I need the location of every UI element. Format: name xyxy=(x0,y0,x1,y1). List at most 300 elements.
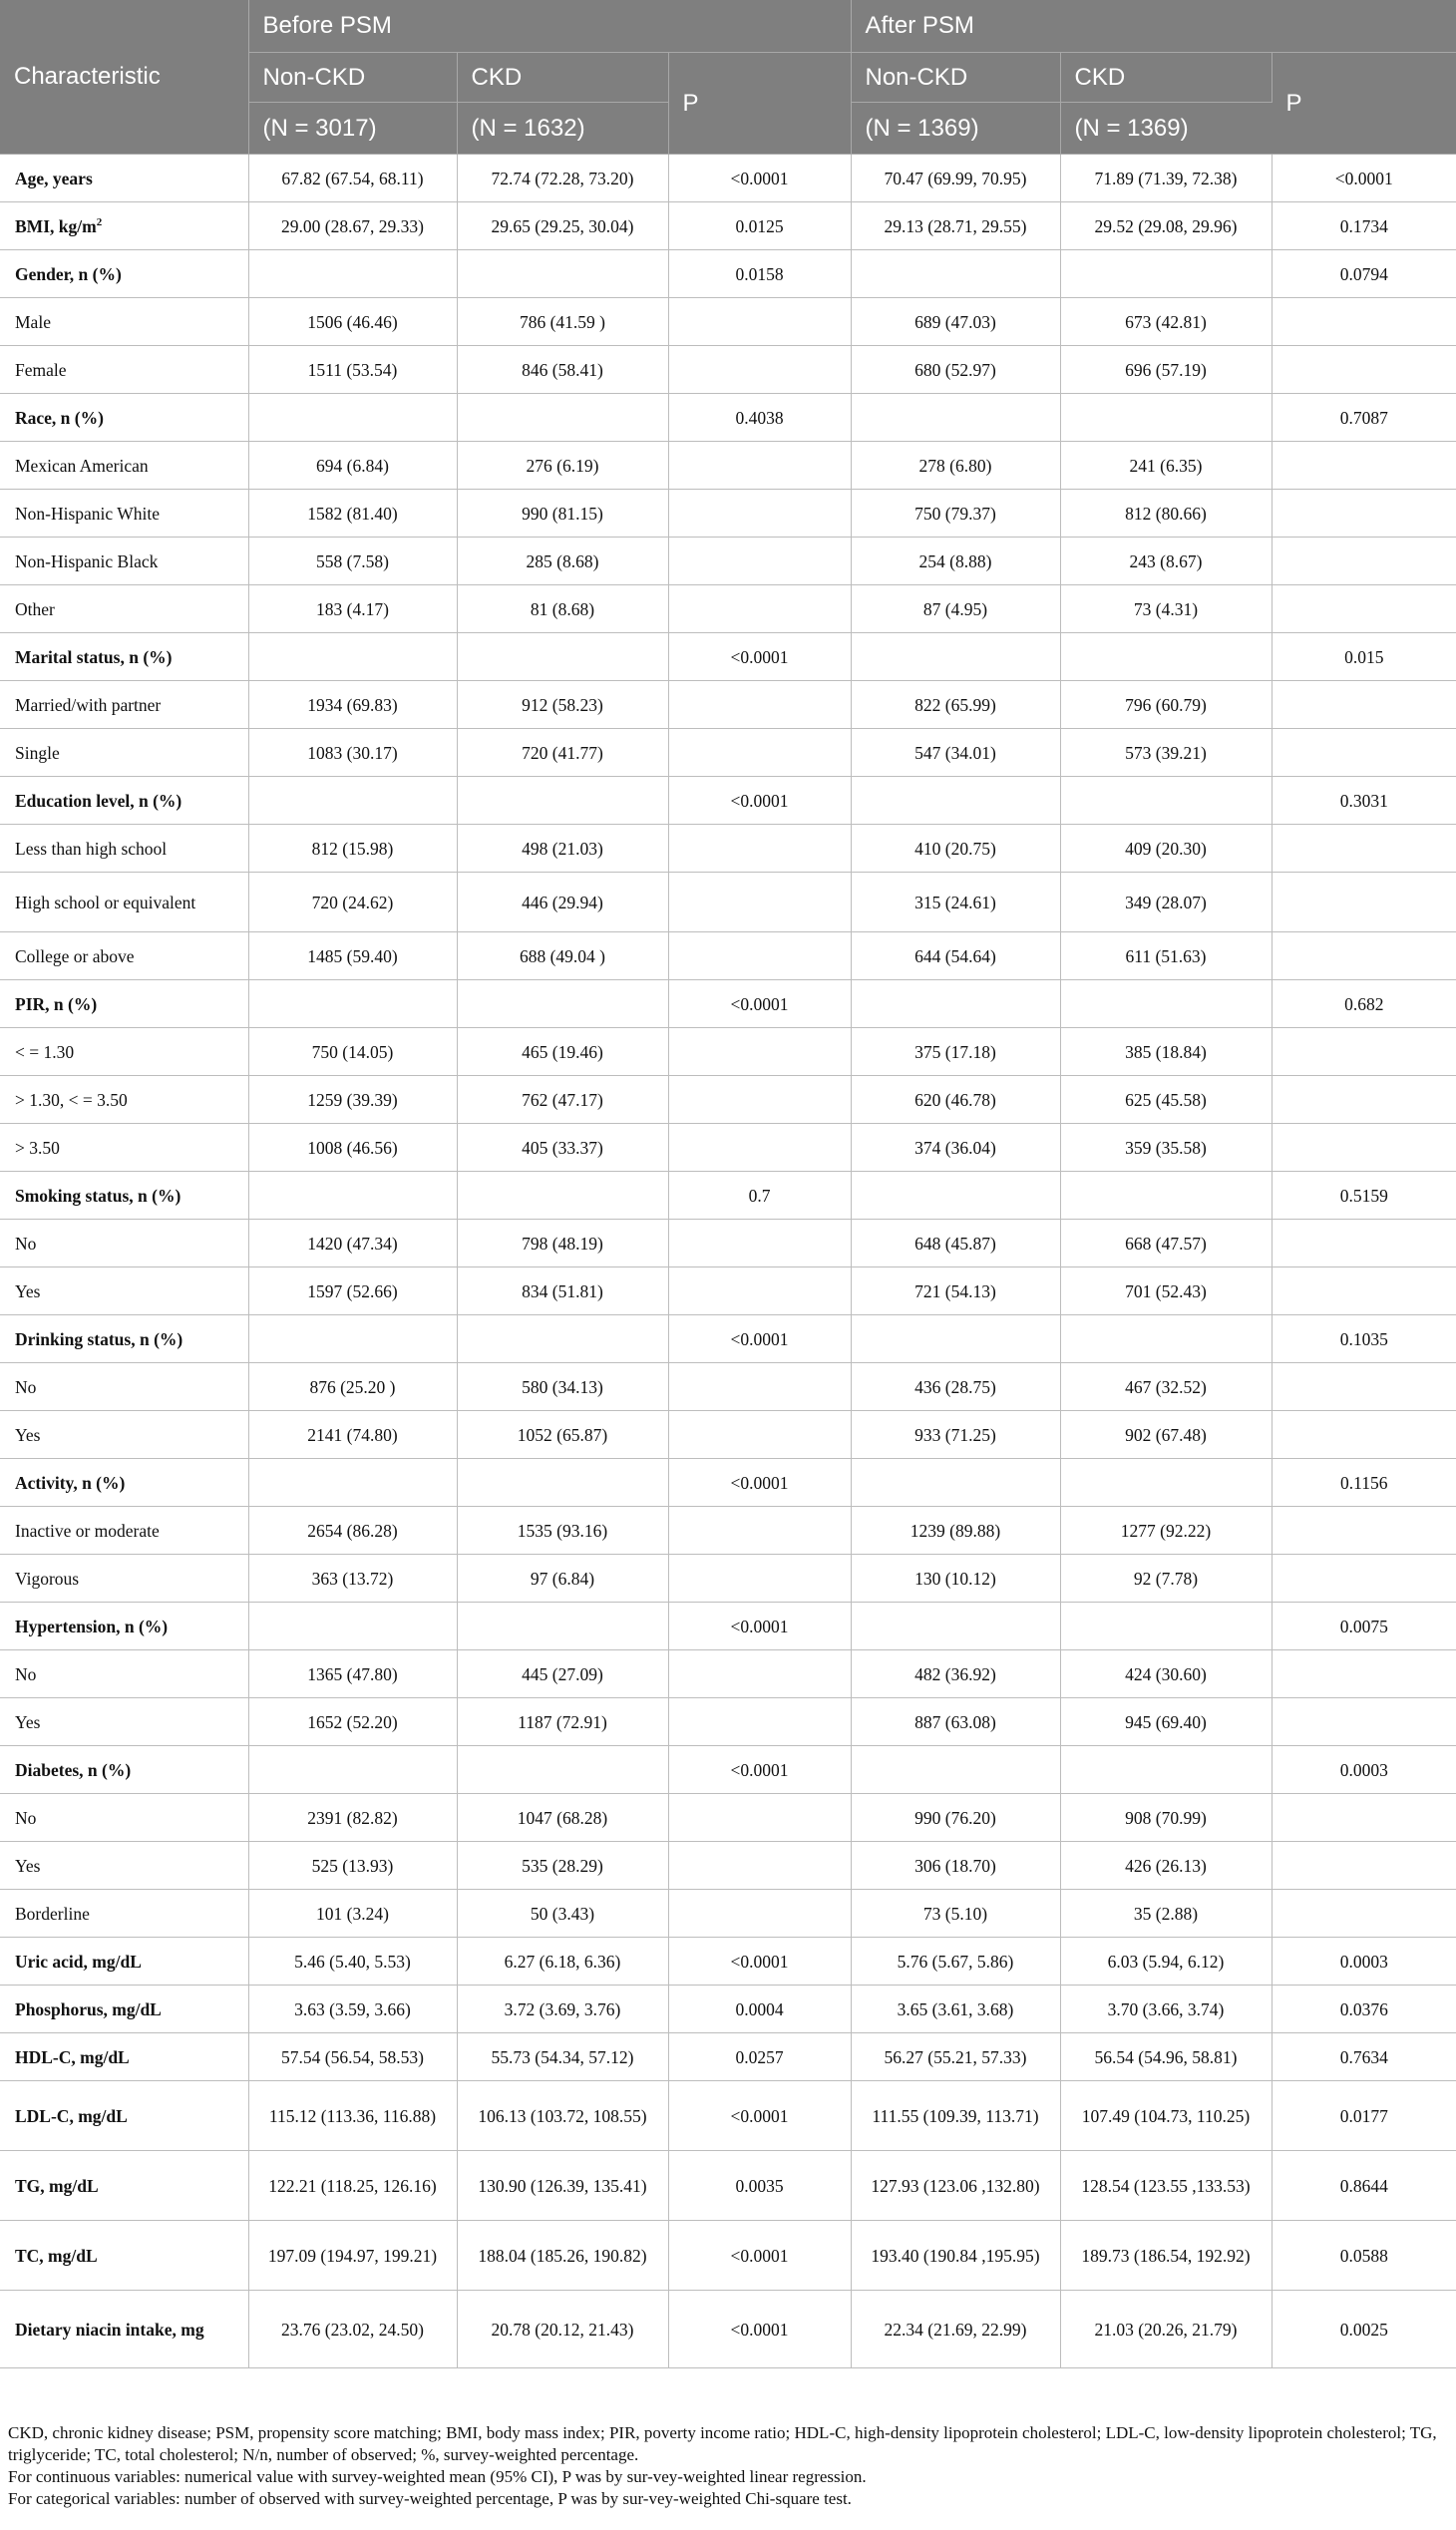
cell-before-ckd xyxy=(457,1315,668,1363)
cell-before-ckd: 720 (41.77) xyxy=(457,729,668,777)
cell-before-non-ckd: 2391 (82.82) xyxy=(248,1794,457,1842)
cell-before-non-ckd: 67.82 (67.54, 68.11) xyxy=(248,155,457,202)
cell-after-p xyxy=(1272,729,1456,777)
table-row xyxy=(0,1172,1456,1220)
table-row xyxy=(0,980,1456,1028)
cell-before-non-ckd: 558 (7.58) xyxy=(248,538,457,585)
bmi-label-text: BMI, kg/m xyxy=(15,215,97,236)
cell-before-ckd: 29.65 (29.25, 30.04) xyxy=(457,202,668,250)
cell-before-non-ckd: 1420 (47.34) xyxy=(248,1220,457,1267)
cell-after-non-ckd xyxy=(851,777,1060,825)
cell-after-non-ckd: 254 (8.88) xyxy=(851,538,1060,585)
row-label: Smoking status, n (%) xyxy=(0,1172,248,1220)
cell-before-non-ckd: 812 (15.98) xyxy=(248,825,457,873)
cell-before-ckd xyxy=(457,394,668,442)
cell-after-ckd: 701 (52.43) xyxy=(1060,1267,1272,1315)
row-label: Hypertension, n (%) xyxy=(0,1603,248,1650)
table-row xyxy=(0,1746,1456,1794)
cell-after-non-ckd xyxy=(851,1459,1060,1507)
row-label: Single xyxy=(0,729,248,777)
cell-after-non-ckd xyxy=(851,1603,1060,1650)
cell-after-non-ckd: 3.65 (3.61, 3.68) xyxy=(851,1986,1060,2033)
table-row xyxy=(0,1124,1456,1172)
cell-before-ckd: 285 (8.68) xyxy=(457,538,668,585)
cell-before-non-ckd: 750 (14.05) xyxy=(248,1028,457,1076)
cell-after-non-ckd xyxy=(851,394,1060,442)
cell-after-ckd: 668 (47.57) xyxy=(1060,1220,1272,1267)
table-row xyxy=(0,1315,1456,1363)
cell-before-ckd: 990 (81.15) xyxy=(457,490,668,538)
row-label: Yes xyxy=(0,1267,248,1315)
header-characteristic: Characteristic xyxy=(0,0,248,155)
cell-before-non-ckd: 1259 (39.39) xyxy=(248,1076,457,1124)
cell-before-ckd xyxy=(457,1459,668,1507)
row-label: Marital status, n (%) xyxy=(0,633,248,681)
cell-before-p xyxy=(668,729,851,777)
cell-before-p xyxy=(668,1267,851,1315)
cell-after-ckd: 796 (60.79) xyxy=(1060,681,1272,729)
cell-before-p xyxy=(668,1363,851,1411)
cell-before-ckd: 130.90 (126.39, 135.41) xyxy=(457,2151,668,2221)
cell-before-ckd xyxy=(457,633,668,681)
cell-after-ckd: 902 (67.48) xyxy=(1060,1411,1272,1459)
cell-after-ckd xyxy=(1060,394,1272,442)
cell-after-ckd xyxy=(1060,1746,1272,1794)
row-label: Age, years xyxy=(0,155,248,202)
cell-after-non-ckd: 689 (47.03) xyxy=(851,298,1060,346)
cell-before-p xyxy=(668,1220,851,1267)
cell-before-ckd xyxy=(457,1603,668,1650)
cell-before-non-ckd: 1083 (30.17) xyxy=(248,729,457,777)
header-after-psm: After PSM xyxy=(851,0,1456,53)
cell-before-p: <0.0001 xyxy=(668,777,851,825)
row-label: No xyxy=(0,1794,248,1842)
row-label: No xyxy=(0,1650,248,1698)
cell-after-p xyxy=(1272,490,1456,538)
cell-before-p: <0.0001 xyxy=(668,2221,851,2291)
cell-before-p xyxy=(668,538,851,585)
cell-after-p xyxy=(1272,1890,1456,1938)
table-row xyxy=(0,1076,1456,1124)
table-header xyxy=(0,0,1456,155)
cell-after-p: 0.1734 xyxy=(1272,202,1456,250)
cell-before-non-ckd: 1597 (52.66) xyxy=(248,1267,457,1315)
header-after-ckd-n: (N = 1369) xyxy=(1060,103,1272,155)
row-label: Diabetes, n (%) xyxy=(0,1746,248,1794)
row-label: Married/with partner xyxy=(0,681,248,729)
cell-before-ckd: 1052 (65.87) xyxy=(457,1411,668,1459)
header-before-psm: Before PSM xyxy=(248,0,851,53)
cell-before-non-ckd: 122.21 (118.25, 126.16) xyxy=(248,2151,457,2221)
cell-before-p xyxy=(668,1411,851,1459)
table-row xyxy=(0,2033,1456,2081)
table-row xyxy=(0,1411,1456,1459)
table-row xyxy=(0,1698,1456,1746)
cell-before-ckd: 580 (34.13) xyxy=(457,1363,668,1411)
cell-before-p: 0.4038 xyxy=(668,394,851,442)
cell-after-non-ckd: 822 (65.99) xyxy=(851,681,1060,729)
cell-before-non-ckd: 1511 (53.54) xyxy=(248,346,457,394)
table-body xyxy=(0,155,1456,2368)
table-row xyxy=(0,1267,1456,1315)
cell-after-non-ckd: 887 (63.08) xyxy=(851,1698,1060,1746)
table-row xyxy=(0,2221,1456,2291)
cell-before-non-ckd: 29.00 (28.67, 29.33) xyxy=(248,202,457,250)
cell-before-non-ckd: 23.76 (23.02, 24.50) xyxy=(248,2291,457,2368)
cell-after-ckd: 73 (4.31) xyxy=(1060,585,1272,633)
cell-before-ckd xyxy=(457,250,668,298)
cell-before-p: 0.0158 xyxy=(668,250,851,298)
cell-after-ckd: 424 (30.60) xyxy=(1060,1650,1272,1698)
cell-before-p xyxy=(668,490,851,538)
cell-before-ckd: 81 (8.68) xyxy=(457,585,668,633)
cell-after-p xyxy=(1272,1507,1456,1555)
row-label: Phosphorus, mg/dL xyxy=(0,1986,248,2033)
cell-after-p xyxy=(1272,1650,1456,1698)
cell-before-non-ckd: 1652 (52.20) xyxy=(248,1698,457,1746)
cell-after-p xyxy=(1272,585,1456,633)
cell-after-p: 0.0025 xyxy=(1272,2291,1456,2368)
table-row xyxy=(0,1794,1456,1842)
cell-after-non-ckd: 620 (46.78) xyxy=(851,1076,1060,1124)
table-row xyxy=(0,1507,1456,1555)
cell-after-ckd: 611 (51.63) xyxy=(1060,932,1272,980)
cell-after-p xyxy=(1272,538,1456,585)
cell-before-non-ckd: 101 (3.24) xyxy=(248,1890,457,1938)
table-row xyxy=(0,932,1456,980)
cell-after-p: 0.682 xyxy=(1272,980,1456,1028)
cell-after-non-ckd: 278 (6.80) xyxy=(851,442,1060,490)
row-label: Other xyxy=(0,585,248,633)
table-row xyxy=(0,1986,1456,2033)
cell-after-ckd: 35 (2.88) xyxy=(1060,1890,1272,1938)
cell-before-ckd: 1535 (93.16) xyxy=(457,1507,668,1555)
cell-before-ckd xyxy=(457,980,668,1028)
cell-before-ckd: 762 (47.17) xyxy=(457,1076,668,1124)
table-row xyxy=(0,490,1456,538)
row-label: < = 1.30 xyxy=(0,1028,248,1076)
cell-after-p: 0.0003 xyxy=(1272,1938,1456,1986)
cell-before-p: <0.0001 xyxy=(668,2081,851,2151)
cell-before-p xyxy=(668,1698,851,1746)
table-row xyxy=(0,729,1456,777)
cell-before-p: <0.0001 xyxy=(668,1603,851,1650)
cell-before-ckd: 798 (48.19) xyxy=(457,1220,668,1267)
table-row xyxy=(0,2081,1456,2151)
cell-before-p: <0.0001 xyxy=(668,980,851,1028)
cell-before-p xyxy=(668,1650,851,1698)
cell-before-non-ckd xyxy=(248,1603,457,1650)
cell-after-non-ckd: 193.40 (190.84 ,195.95) xyxy=(851,2221,1060,2291)
header-before-non-ckd-n: (N = 3017) xyxy=(248,103,457,155)
row-label: No xyxy=(0,1363,248,1411)
cell-after-non-ckd: 410 (20.75) xyxy=(851,825,1060,873)
row-label: Less than high school xyxy=(0,825,248,873)
cell-before-non-ckd: 115.12 (113.36, 116.88) xyxy=(248,2081,457,2151)
table-footnotes xyxy=(8,2422,1449,2510)
table-row xyxy=(0,1938,1456,1986)
cell-after-p: 0.0588 xyxy=(1272,2221,1456,2291)
row-label: PIR, n (%) xyxy=(0,980,248,1028)
row-label: Mexican American xyxy=(0,442,248,490)
cell-after-p: 0.0003 xyxy=(1272,1746,1456,1794)
cell-before-non-ckd xyxy=(248,1746,457,1794)
header-after-ckd: CKD xyxy=(1060,53,1272,103)
cell-after-non-ckd: 73 (5.10) xyxy=(851,1890,1060,1938)
row-label: College or above xyxy=(0,932,248,980)
cell-before-p: <0.0001 xyxy=(668,1459,851,1507)
cell-after-p: 0.0075 xyxy=(1272,1603,1456,1650)
cell-before-non-ckd xyxy=(248,250,457,298)
header-before-ckd-n: (N = 1632) xyxy=(457,103,668,155)
cell-after-non-ckd: 70.47 (69.99, 70.95) xyxy=(851,155,1060,202)
cell-after-p xyxy=(1272,825,1456,873)
cell-after-non-ckd xyxy=(851,250,1060,298)
cell-after-p xyxy=(1272,1363,1456,1411)
cell-after-p: 0.0376 xyxy=(1272,1986,1456,2033)
cell-after-p xyxy=(1272,1124,1456,1172)
cell-before-non-ckd xyxy=(248,633,457,681)
cell-after-p: 0.5159 xyxy=(1272,1172,1456,1220)
row-label: No xyxy=(0,1220,248,1267)
row-label: TG, mg/dL xyxy=(0,2151,248,2221)
cell-before-p: <0.0001 xyxy=(668,1315,851,1363)
cell-before-non-ckd xyxy=(248,1459,457,1507)
cell-before-non-ckd xyxy=(248,394,457,442)
cell-before-ckd: 188.04 (185.26, 190.82) xyxy=(457,2221,668,2291)
cell-before-non-ckd: 1582 (81.40) xyxy=(248,490,457,538)
cell-before-non-ckd: 694 (6.84) xyxy=(248,442,457,490)
cell-before-p: 0.0004 xyxy=(668,1986,851,2033)
cell-after-p xyxy=(1272,873,1456,932)
cell-after-ckd: 945 (69.40) xyxy=(1060,1698,1272,1746)
cell-before-ckd: 3.72 (3.69, 3.76) xyxy=(457,1986,668,2033)
cell-before-p xyxy=(668,346,851,394)
cell-after-non-ckd xyxy=(851,1172,1060,1220)
cell-after-p: 0.1156 xyxy=(1272,1459,1456,1507)
row-label: Vigorous xyxy=(0,1555,248,1603)
cell-before-ckd: 786 (41.59 ) xyxy=(457,298,668,346)
cell-before-p xyxy=(668,1507,851,1555)
cell-after-non-ckd: 644 (54.64) xyxy=(851,932,1060,980)
cell-before-non-ckd: 525 (13.93) xyxy=(248,1842,457,1890)
row-label: HDL-C, mg/dL xyxy=(0,2033,248,2081)
cell-before-p: <0.0001 xyxy=(668,155,851,202)
table-row xyxy=(0,633,1456,681)
cell-before-ckd: 1047 (68.28) xyxy=(457,1794,668,1842)
cell-after-p: 0.015 xyxy=(1272,633,1456,681)
header-after-non-ckd-n: (N = 1369) xyxy=(851,103,1060,155)
table-row xyxy=(0,538,1456,585)
cell-before-non-ckd xyxy=(248,777,457,825)
cell-after-p xyxy=(1272,1220,1456,1267)
cell-before-ckd: 106.13 (103.72, 108.55) xyxy=(457,2081,668,2151)
cell-after-non-ckd: 990 (76.20) xyxy=(851,1794,1060,1842)
cell-after-ckd: 1277 (92.22) xyxy=(1060,1507,1272,1555)
cell-before-non-ckd xyxy=(248,1315,457,1363)
cell-before-non-ckd: 363 (13.72) xyxy=(248,1555,457,1603)
cell-before-p xyxy=(668,1890,851,1938)
table-row xyxy=(0,1459,1456,1507)
table-row xyxy=(0,1842,1456,1890)
cell-after-non-ckd: 111.55 (109.39, 113.71) xyxy=(851,2081,1060,2151)
cell-after-p xyxy=(1272,681,1456,729)
cell-before-p xyxy=(668,1842,851,1890)
cell-after-p xyxy=(1272,298,1456,346)
cell-after-ckd xyxy=(1060,633,1272,681)
header-before-non-ckd: Non-CKD xyxy=(248,53,457,103)
row-label: Activity, n (%) xyxy=(0,1459,248,1507)
cell-after-ckd: 409 (20.30) xyxy=(1060,825,1272,873)
cell-before-ckd: 276 (6.19) xyxy=(457,442,668,490)
cell-after-non-ckd: 374 (36.04) xyxy=(851,1124,1060,1172)
cell-after-p xyxy=(1272,346,1456,394)
cell-after-non-ckd: 680 (52.97) xyxy=(851,346,1060,394)
table-row xyxy=(0,1220,1456,1267)
footnote-categorical: For categorical variables: number of observed with survey-weighted percentage, P was by sur-vey-weighted Chi-square test. xyxy=(8,2489,852,2508)
cell-after-ckd: 29.52 (29.08, 29.96) xyxy=(1060,202,1272,250)
cell-after-p xyxy=(1272,1842,1456,1890)
row-label: Non-Hispanic White xyxy=(0,490,248,538)
cell-before-p: 0.0257 xyxy=(668,2033,851,2081)
cell-before-ckd xyxy=(457,1172,668,1220)
row-label: Female xyxy=(0,346,248,394)
cell-after-non-ckd: 315 (24.61) xyxy=(851,873,1060,932)
cell-before-non-ckd xyxy=(248,1172,457,1220)
cell-after-p: 0.3031 xyxy=(1272,777,1456,825)
cell-before-non-ckd: 720 (24.62) xyxy=(248,873,457,932)
cell-before-non-ckd: 3.63 (3.59, 3.66) xyxy=(248,1986,457,2033)
row-label: Borderline xyxy=(0,1890,248,1938)
cell-after-non-ckd: 482 (36.92) xyxy=(851,1650,1060,1698)
cell-before-non-ckd: 1506 (46.46) xyxy=(248,298,457,346)
cell-after-ckd: 241 (6.35) xyxy=(1060,442,1272,490)
cell-before-ckd: 688 (49.04 ) xyxy=(457,932,668,980)
cell-before-p xyxy=(668,1076,851,1124)
cell-before-ckd: 55.73 (54.34, 57.12) xyxy=(457,2033,668,2081)
cell-before-p: <0.0001 xyxy=(668,1938,851,1986)
cell-before-p: 0.7 xyxy=(668,1172,851,1220)
cell-after-non-ckd: 1239 (89.88) xyxy=(851,1507,1060,1555)
table-row xyxy=(0,298,1456,346)
cell-before-ckd: 72.74 (72.28, 73.20) xyxy=(457,155,668,202)
cell-before-p: 0.0125 xyxy=(668,202,851,250)
cell-before-ckd: 465 (19.46) xyxy=(457,1028,668,1076)
cell-after-p: 0.1035 xyxy=(1272,1315,1456,1363)
cell-after-p: 0.0794 xyxy=(1272,250,1456,298)
cell-before-p xyxy=(668,1124,851,1172)
row-label: Yes xyxy=(0,1698,248,1746)
cell-after-p xyxy=(1272,1698,1456,1746)
cell-after-ckd: 673 (42.81) xyxy=(1060,298,1272,346)
cell-after-ckd: 573 (39.21) xyxy=(1060,729,1272,777)
cell-after-non-ckd xyxy=(851,980,1060,1028)
table-row xyxy=(0,2291,1456,2368)
cell-after-non-ckd: 750 (79.37) xyxy=(851,490,1060,538)
cell-after-non-ckd: 87 (4.95) xyxy=(851,585,1060,633)
cell-after-non-ckd: 22.34 (21.69, 22.99) xyxy=(851,2291,1060,2368)
cell-after-ckd xyxy=(1060,777,1272,825)
cell-after-ckd: 426 (26.13) xyxy=(1060,1842,1272,1890)
cell-after-ckd xyxy=(1060,1172,1272,1220)
cell-after-p xyxy=(1272,1411,1456,1459)
cell-after-p: <0.0001 xyxy=(1272,155,1456,202)
cell-before-p: 0.0035 xyxy=(668,2151,851,2221)
row-label: Education level, n (%) xyxy=(0,777,248,825)
cell-before-ckd: 446 (29.94) xyxy=(457,873,668,932)
row-label: Non-Hispanic Black xyxy=(0,538,248,585)
cell-after-non-ckd: 29.13 (28.71, 29.55) xyxy=(851,202,1060,250)
row-label: LDL-C, mg/dL xyxy=(0,2081,248,2151)
cell-before-p xyxy=(668,442,851,490)
cell-after-p xyxy=(1272,932,1456,980)
cell-after-ckd xyxy=(1060,980,1272,1028)
row-label: Race, n (%) xyxy=(0,394,248,442)
row-label: High school or equivalent xyxy=(0,873,248,932)
table-row xyxy=(0,585,1456,633)
table-row xyxy=(0,346,1456,394)
cell-after-p xyxy=(1272,1794,1456,1842)
table-row xyxy=(0,250,1456,298)
table-row xyxy=(0,1555,1456,1603)
cell-after-ckd: 3.70 (3.66, 3.74) xyxy=(1060,1986,1272,2033)
cell-after-non-ckd: 127.93 (123.06 ,132.80) xyxy=(851,2151,1060,2221)
cell-after-ckd: 908 (70.99) xyxy=(1060,1794,1272,1842)
cell-before-non-ckd: 1934 (69.83) xyxy=(248,681,457,729)
cell-before-non-ckd: 2141 (74.80) xyxy=(248,1411,457,1459)
table-row xyxy=(0,1650,1456,1698)
cell-after-ckd: 128.54 (123.55 ,133.53) xyxy=(1060,2151,1272,2221)
cell-before-non-ckd: 1008 (46.56) xyxy=(248,1124,457,1172)
table-row xyxy=(0,825,1456,873)
cell-after-non-ckd: 436 (28.75) xyxy=(851,1363,1060,1411)
cell-before-p xyxy=(668,1555,851,1603)
cell-before-ckd: 445 (27.09) xyxy=(457,1650,668,1698)
cell-after-ckd: 92 (7.78) xyxy=(1060,1555,1272,1603)
cell-after-non-ckd: 5.76 (5.67, 5.86) xyxy=(851,1938,1060,1986)
row-label: Uric acid, mg/dL xyxy=(0,1938,248,1986)
cell-after-ckd: 71.89 (71.39, 72.38) xyxy=(1060,155,1272,202)
bmi-label-superscript: 2 xyxy=(96,215,103,228)
table-row xyxy=(0,681,1456,729)
cell-after-p xyxy=(1272,1555,1456,1603)
row-label: TC, mg/dL xyxy=(0,2221,248,2291)
cell-before-p xyxy=(668,825,851,873)
header-before-p: P xyxy=(668,53,851,155)
cell-before-ckd: 97 (6.84) xyxy=(457,1555,668,1603)
table-row xyxy=(0,394,1456,442)
cell-after-p xyxy=(1272,1028,1456,1076)
cell-after-p: 0.8644 xyxy=(1272,2151,1456,2221)
row-label: Dietary niacin intake, mg xyxy=(0,2291,248,2368)
cell-before-ckd: 405 (33.37) xyxy=(457,1124,668,1172)
footnote-continuous: For continuous variables: numerical value with survey-weighted mean (95% CI), P was by sur-vey-weighted linear regression. xyxy=(8,2467,867,2486)
cell-after-non-ckd: 375 (17.18) xyxy=(851,1028,1060,1076)
cell-after-p xyxy=(1272,1076,1456,1124)
cell-after-non-ckd: 306 (18.70) xyxy=(851,1842,1060,1890)
header-after-p: P xyxy=(1272,53,1456,155)
cell-after-p: 0.7634 xyxy=(1272,2033,1456,2081)
cell-before-non-ckd: 197.09 (194.97, 199.21) xyxy=(248,2221,457,2291)
row-label: > 1.30, < = 3.50 xyxy=(0,1076,248,1124)
table-row xyxy=(0,1363,1456,1411)
cell-before-ckd xyxy=(457,777,668,825)
cell-after-non-ckd xyxy=(851,1746,1060,1794)
cell-after-ckd: 812 (80.66) xyxy=(1060,490,1272,538)
cell-after-ckd: 696 (57.19) xyxy=(1060,346,1272,394)
table-row xyxy=(0,1603,1456,1650)
cell-after-ckd: 243 (8.67) xyxy=(1060,538,1272,585)
